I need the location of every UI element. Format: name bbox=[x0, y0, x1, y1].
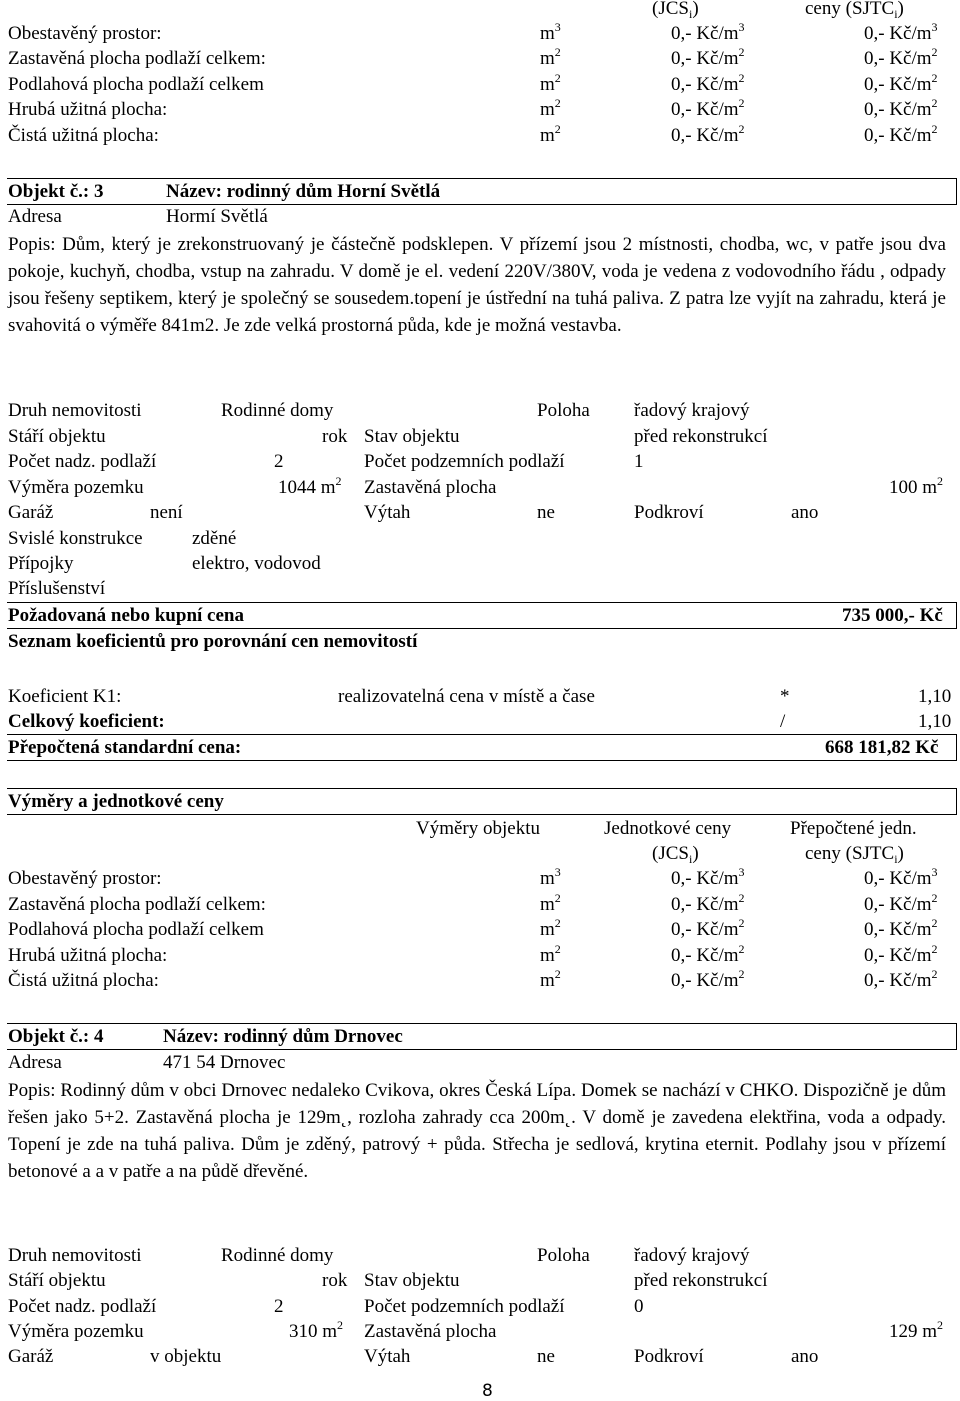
druh-value: Rodinné domy bbox=[221, 400, 334, 421]
prepoctene-header: Přepočtené jedn. bbox=[790, 818, 917, 839]
objekt4-bottom-rule bbox=[7, 1049, 957, 1050]
row-label: Podlahová plocha podlaží celkem bbox=[8, 74, 264, 95]
row-unit: $m^2$ bbox=[540, 71, 561, 95]
stari-label: Stáří objektu bbox=[8, 1270, 106, 1291]
row-jcs: 0,- $Kč/m^2$ bbox=[671, 71, 745, 95]
stari-unit: rok bbox=[322, 1270, 348, 1291]
row-sjtc: 0,- $Kč/m^2$ bbox=[864, 122, 938, 146]
nadz-value: 2 bbox=[274, 1296, 284, 1317]
vymery-bottom-rule bbox=[7, 814, 957, 815]
celkovy-label: Celkový koeficient: bbox=[8, 711, 165, 732]
vymera-value: 1044 $m^2$ bbox=[278, 474, 342, 498]
row-label: Čistá užitná plocha: bbox=[8, 125, 159, 146]
druh-label: Druh nemovitosti bbox=[8, 400, 142, 421]
podz-label: Počet podzemních podlaží bbox=[364, 451, 565, 472]
row-label: Hrubá užitná plocha: bbox=[8, 99, 168, 120]
zast-label: Zastavěná plocha bbox=[364, 477, 497, 498]
row-sjtc: 0,- $Kč/m^2$ bbox=[864, 967, 938, 991]
podkrovi-label: Podkroví bbox=[634, 502, 704, 523]
vymera-label: Výměra pozemku bbox=[8, 477, 144, 498]
cena-top-rule bbox=[7, 602, 957, 603]
objekt3-number: Objekt č.: 3 bbox=[8, 181, 104, 202]
objekt4-top-rule bbox=[7, 1023, 957, 1024]
row-sjtc: 0,- $Kč/m^2$ bbox=[864, 942, 938, 966]
objekt4-address: 471 54 Drnovec bbox=[163, 1052, 286, 1073]
prepoctena-bottom-rule bbox=[7, 760, 957, 761]
podz-value: 1 bbox=[634, 451, 644, 472]
k1-operator: * bbox=[780, 686, 790, 707]
poloha-label: Poloha bbox=[537, 400, 590, 421]
stari-unit: rok bbox=[322, 426, 348, 447]
garaz-value: není bbox=[150, 502, 183, 523]
garaz-value: v objektu bbox=[150, 1346, 222, 1367]
row-jcs: 0,- $Kč/m^2$ bbox=[671, 916, 745, 940]
vytah-value: ne bbox=[537, 1346, 555, 1367]
podkrovi-value: ano bbox=[791, 502, 819, 523]
pripojky-label: Přípojky bbox=[8, 553, 74, 574]
row-jcs: 0,- $Kč/m^2$ bbox=[671, 967, 745, 991]
objekt3-address-label: Adresa bbox=[8, 206, 62, 227]
celkovy-value: 1,10 bbox=[918, 711, 952, 732]
row-unit: $m^2$ bbox=[540, 967, 561, 991]
row-sjtc: 0,- $Kč/m^3$ bbox=[864, 865, 938, 889]
zast-value: 100 $m^2$ bbox=[889, 474, 944, 498]
page-number: 8 bbox=[482, 1381, 493, 1401]
pripojky-value: elektro, vodovod bbox=[192, 553, 321, 574]
row-unit: $m^2$ bbox=[540, 942, 561, 966]
row-unit: $m^3$ bbox=[540, 865, 561, 889]
cena-value: 735 000,- Kč bbox=[842, 605, 943, 626]
row-unit: $m^3$ bbox=[540, 20, 561, 44]
row-unit: $m^2$ bbox=[540, 916, 561, 940]
vytah-value: ne bbox=[537, 502, 555, 523]
row-unit: $m^2$ bbox=[540, 45, 561, 69]
stav-value: před rekonstrukcí bbox=[634, 426, 768, 447]
objekt3-description: Popis: Dům, který je zrekonstruovaný je částečně podsklepen. V přízemí jsou 2 místnosti, chodba, wc, v patře jsou dva pokoje, kuchyň, chodba, vstup na zahradu. V domě je el. vedení 220V/380V, voda je vedena z vodovodního řádu , odpady jsou řešeny septikem, který je společný se sousedem.topení je ústřední na tuhá paliva. Z patra lze vyjít na zahradu, která je svahovitá o výměře 841m2. Je zde velká prostorná půda, kde je možná vestavba. bbox=[8, 234, 946, 336]
vymera-label: Výměra pozemku bbox=[8, 1321, 144, 1342]
svisle-label: Svislé konstrukce bbox=[8, 528, 143, 549]
objekt3-right-rule bbox=[956, 178, 957, 204]
objekt4-description: Popis: Rodinný dům v obci Drnovec nedaleko Cvikova, okres Česká Lípa. Domek se nachází v CHKO. Dispozičně je dům řešen jako 5+2. Zastavěná plocha je 129m˛, rozloha zahrady cca 200m˛. V domě je zavedena elektřina, voda a odpady. Topení je zde na tuhá paliva. Dům je zděný, patrový + půda. Střecha je sedlová, krytina eternit. Podlahy jsou v přízemí betonové a a v patře a na půdě dřevěné. bbox=[8, 1080, 946, 1182]
row-label: Zastavěná plocha podlaží celkem: bbox=[8, 48, 266, 69]
sjtc-header: ceny $(SJTC_i)$ bbox=[805, 843, 904, 866]
row-label: Čistá užitná plocha: bbox=[8, 970, 159, 991]
row-jcs: 0,- $Kč/m^2$ bbox=[671, 122, 745, 146]
objekt3-address: Hormí Světlá bbox=[166, 206, 268, 227]
vytah-label: Výtah bbox=[364, 1346, 411, 1367]
seznam-heading: Seznam koeficientů pro porovnání cen nemovitostí bbox=[8, 631, 418, 652]
stav-label: Stav objektu bbox=[364, 426, 460, 447]
row-sjtc: 0,- $Kč/m^3$ bbox=[864, 20, 938, 44]
row-unit: $m^2$ bbox=[540, 122, 561, 146]
cena-label: Požadovaná nebo kupní cena bbox=[8, 605, 244, 626]
row-sjtc: 0,- $Kč/m^2$ bbox=[864, 891, 938, 915]
k1-value: 1,10 bbox=[918, 686, 952, 707]
prepoctena-label: Přepočtená standardní cena: bbox=[8, 737, 242, 758]
vymery-right-rule bbox=[956, 788, 957, 814]
prislusenstvi-label: Příslušenství bbox=[8, 578, 106, 599]
druh-label: Druh nemovitosti bbox=[8, 1245, 142, 1266]
podkrovi-value: ano bbox=[791, 1346, 819, 1367]
objekt3-top-rule bbox=[7, 178, 957, 179]
row-label: Hrubá užitná plocha: bbox=[8, 945, 168, 966]
objekt3-title: Název: rodinný dům Horní Světlá bbox=[166, 181, 441, 202]
objekt4-title: Název: rodinný dům Drnovec bbox=[163, 1026, 403, 1047]
garaz-label: Garáž bbox=[8, 1346, 54, 1367]
poloha-label: Poloha bbox=[537, 1245, 590, 1266]
vytah-label: Výtah bbox=[364, 502, 411, 523]
row-label: Zastavěná plocha podlaží celkem: bbox=[8, 894, 266, 915]
objekt3-bottom-rule bbox=[7, 204, 957, 205]
row-jcs: 0,- $Kč/m^3$ bbox=[671, 20, 745, 44]
row-label: Podlahová plocha podlaží celkem bbox=[8, 919, 264, 940]
podz-value: 0 bbox=[634, 1296, 644, 1317]
cena-bottom-rule bbox=[7, 628, 957, 629]
poloha-value: řadový krajový bbox=[634, 1245, 750, 1266]
row-sjtc: 0,- $Kč/m^2$ bbox=[864, 916, 938, 940]
stav-label: Stav objektu bbox=[364, 1270, 460, 1291]
zast-value: 129 $m^2$ bbox=[889, 1318, 944, 1342]
row-jcs: 0,- $Kč/m^2$ bbox=[671, 942, 745, 966]
poloha-value: řadový krajový bbox=[634, 400, 750, 421]
vymery-title: Výměry a jednotkové ceny bbox=[8, 791, 224, 812]
zast-label: Zastavěná plocha bbox=[364, 1321, 497, 1342]
row-label: Obestavěný prostor: bbox=[8, 23, 162, 44]
svisle-value: zděné bbox=[192, 528, 237, 549]
nadz-label: Počet nadz. podlaží bbox=[8, 451, 157, 472]
vymery-objektu-header: Výměry objektu bbox=[416, 818, 541, 839]
podz-label: Počet podzemních podlaží bbox=[364, 1296, 565, 1317]
nadz-label: Počet nadz. podlaží bbox=[8, 1296, 157, 1317]
jcs-header: $(JCS_i)$ bbox=[652, 0, 699, 21]
vymera-value: 310 $m^2$ bbox=[289, 1318, 344, 1342]
row-unit: $m^2$ bbox=[540, 96, 561, 120]
sjtc-header: ceny $(SJTC_i)$ bbox=[805, 0, 904, 21]
garaz-label: Garáž bbox=[8, 502, 54, 523]
jcs-header: $(JCS_i)$ bbox=[652, 843, 699, 866]
druh-value: Rodinné domy bbox=[221, 1245, 334, 1266]
objekt4-address-label: Adresa bbox=[8, 1052, 62, 1073]
prepoctena-top-rule bbox=[7, 734, 957, 735]
row-jcs: 0,- $Kč/m^3$ bbox=[671, 865, 745, 889]
celkovy-operator: / bbox=[780, 711, 786, 732]
row-sjtc: 0,- $Kč/m^2$ bbox=[864, 96, 938, 120]
podkrovi-label: Podkroví bbox=[634, 1346, 704, 1367]
row-label: Obestavěný prostor: bbox=[8, 868, 162, 889]
stav-value: před rekonstrukcí bbox=[634, 1270, 768, 1291]
nadz-value: 2 bbox=[274, 451, 284, 472]
row-sjtc: 0,- $Kč/m^2$ bbox=[864, 45, 938, 69]
row-jcs: 0,- $Kč/m^2$ bbox=[671, 96, 745, 120]
k1-description: realizovatelná cena v místě a čase bbox=[338, 686, 595, 707]
k1-label: Koeficient K1: bbox=[8, 686, 122, 707]
prepoctena-right-rule bbox=[956, 734, 957, 760]
row-sjtc: 0,- $Kč/m^2$ bbox=[864, 71, 938, 95]
row-jcs: 0,- $Kč/m^2$ bbox=[671, 45, 745, 69]
row-jcs: 0,- $Kč/m^2$ bbox=[671, 891, 745, 915]
prepoctena-value: 668 181,82 Kč bbox=[825, 737, 939, 758]
vymery-top-rule bbox=[7, 788, 957, 789]
stari-label: Stáří objektu bbox=[8, 426, 106, 447]
objekt4-right-rule bbox=[956, 1023, 957, 1049]
cena-right-rule bbox=[956, 602, 957, 628]
objekt4-number: Objekt č.: 4 bbox=[8, 1026, 104, 1047]
jednotkove-ceny-header: Jednotkové ceny bbox=[604, 818, 732, 839]
row-unit: $m^2$ bbox=[540, 891, 561, 915]
